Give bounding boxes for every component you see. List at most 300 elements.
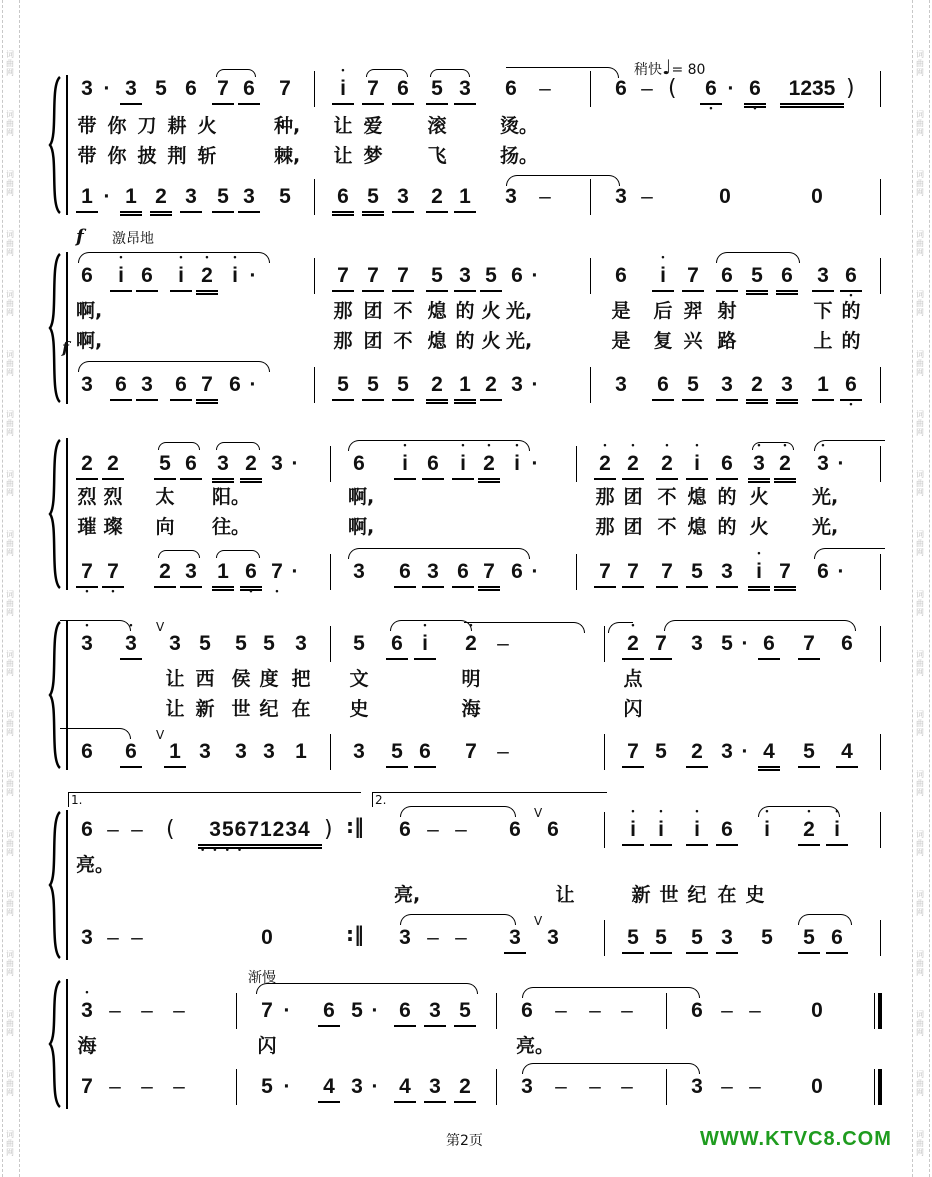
lyric: 的 — [717, 516, 737, 538]
note: 7 — [81, 1075, 93, 1098]
paren-open: ( — [668, 76, 677, 101]
lyric: 是 — [611, 330, 631, 352]
dash: – — [109, 999, 121, 1022]
dash: – — [497, 632, 509, 655]
note: 3 — [212, 450, 234, 483]
lyric: 烈 — [77, 486, 97, 508]
lyric: 明 — [461, 668, 481, 690]
watermark-text: 词 曲 网 — [6, 470, 14, 497]
note: 7 — [594, 558, 616, 588]
lyric: 种, — [274, 115, 301, 137]
lyric: 西 — [195, 668, 215, 690]
dash: – — [141, 1075, 153, 1098]
note: 3 — [263, 740, 275, 763]
note: 3 — [353, 560, 365, 583]
system-4 — [40, 610, 892, 780]
note: • 7 — [76, 558, 98, 588]
lyric: 海 — [77, 1035, 97, 1057]
slur — [158, 442, 200, 450]
note: 6 — [547, 818, 559, 841]
note: 2 — [102, 450, 124, 480]
dash: – — [173, 999, 185, 1022]
note: 3 — [454, 75, 476, 105]
watermark-text: 词 曲 网 — [916, 530, 924, 557]
watermark-text: 词 曲 网 — [6, 530, 14, 557]
lyrics-verse-2 — [40, 514, 892, 544]
note: 3 — [238, 183, 260, 213]
lyric: 爱 — [363, 115, 383, 137]
tie-arc — [522, 1063, 700, 1074]
watermark-text: 词 曲 网 — [916, 50, 924, 77]
note: 7 — [212, 75, 234, 105]
watermark-text: 词 曲 网 — [916, 650, 924, 677]
note: 3 — [199, 740, 211, 763]
barline — [330, 626, 331, 662]
note: 5 — [155, 77, 167, 100]
note: 6 — [521, 999, 533, 1022]
staff-top — [40, 806, 892, 856]
lyric: 闪 — [623, 698, 643, 720]
note: 5 — [362, 371, 384, 401]
lyric: 亮。 — [516, 1035, 555, 1057]
note: 2 — [480, 371, 502, 401]
dash: – — [131, 818, 143, 841]
note: 2 • — [196, 262, 218, 295]
note: 6 — [386, 630, 408, 660]
note: 6 — [318, 997, 340, 1027]
note: 5 — [263, 632, 275, 655]
staff-bottom — [40, 371, 892, 401]
note: · — [103, 185, 111, 208]
watermark-text: 词 曲 网 — [916, 170, 924, 197]
note: i • — [686, 450, 708, 480]
note: 7 — [682, 262, 704, 292]
dash: – — [141, 999, 153, 1022]
note: 6 — [758, 630, 780, 660]
note: 6 — [229, 373, 241, 396]
staff-top — [40, 620, 892, 660]
note: 6 — [716, 262, 738, 292]
note: 3 — [721, 740, 733, 763]
note: 6 — [817, 560, 829, 583]
barline — [330, 446, 331, 482]
tempo-marking: 稍快♩= 80 — [634, 55, 706, 79]
note: · — [291, 560, 299, 583]
note: 3 — [295, 632, 307, 655]
watermark-text: 词 曲 网 — [6, 1010, 14, 1037]
note: • 7 — [266, 558, 288, 586]
lyric: 新 — [631, 884, 651, 906]
lyric: 纪 — [687, 884, 707, 906]
watermark-text: 词 曲 网 — [916, 710, 924, 737]
note: · — [531, 452, 539, 475]
lyrics-verse-1 — [40, 1033, 892, 1063]
lyric: 让 — [165, 698, 185, 720]
lyric: 斩 — [197, 145, 217, 167]
lyric: 烈 — [103, 486, 123, 508]
watermark-text: 词 曲 网 — [6, 410, 14, 437]
note: 6 — [691, 999, 703, 1022]
watermark-text: 词 曲 网 — [6, 170, 14, 197]
note: 3 — [716, 558, 738, 588]
dash: – — [641, 185, 653, 208]
note: 5 — [351, 999, 363, 1022]
watermark-text: 词 曲 网 — [916, 230, 924, 257]
note: 7 — [622, 738, 644, 768]
lyrics-verse-2 — [40, 328, 892, 358]
note: 6 — [110, 371, 132, 401]
note: · — [837, 452, 845, 475]
note: 4 — [318, 1073, 340, 1103]
lyric: 上 — [813, 330, 833, 352]
watermark-text: 词 曲 网 — [916, 950, 924, 977]
slur — [158, 550, 200, 558]
lyric: 世 — [231, 698, 251, 720]
note: 7 — [478, 558, 500, 591]
lyric: 火 — [749, 486, 769, 508]
watermark-text: 词 曲 网 — [6, 950, 14, 977]
lyric: 在 — [717, 884, 737, 906]
note: 6 — [422, 450, 444, 480]
note: 3 — [716, 371, 738, 401]
note: 6 — [841, 632, 853, 655]
note: 3 — [424, 1073, 446, 1103]
lyric: 光, — [812, 486, 839, 508]
dash: – — [589, 1075, 601, 1098]
dash: – — [455, 926, 467, 949]
slur — [216, 550, 260, 558]
note: 3 — [120, 75, 142, 105]
note: · — [371, 1075, 379, 1098]
barline — [880, 446, 881, 482]
watermark-text: 词 曲 网 — [916, 470, 924, 497]
note: • 7 — [102, 558, 124, 588]
note: 5 — [655, 740, 667, 763]
note: 3 — [180, 183, 202, 213]
barline — [880, 920, 881, 956]
lyric: 闪 — [257, 1035, 277, 1057]
lyric: 的 — [841, 300, 861, 322]
lyric: 那 — [595, 516, 615, 538]
note: 2 — [454, 1073, 476, 1103]
dash: – — [427, 926, 439, 949]
note: • 6 — [840, 371, 862, 401]
slur — [366, 69, 408, 77]
note: 7 — [362, 262, 384, 292]
staff-bottom — [40, 914, 892, 954]
watermark-text: 词 曲 网 — [916, 770, 924, 797]
slur — [216, 69, 256, 77]
note: 6 — [394, 997, 416, 1027]
lyric: 团 — [623, 486, 643, 508]
dash: – — [641, 77, 653, 100]
note: · — [371, 999, 379, 1022]
barline — [314, 71, 315, 107]
note: 1 — [812, 371, 834, 401]
note: • 6 — [744, 75, 766, 108]
note: 3 — [353, 740, 365, 763]
final-barline — [874, 993, 882, 1029]
note: 2 • — [478, 450, 500, 483]
dash: – — [721, 1075, 733, 1098]
lyric: 的 — [841, 330, 861, 352]
note: 6 — [414, 738, 436, 768]
dash: – — [109, 1075, 121, 1098]
note: 7 — [279, 77, 291, 100]
lyric: 太 — [155, 486, 175, 508]
watermark-text: 词 曲 网 — [6, 890, 14, 917]
note: 5 — [154, 450, 176, 480]
lyric: 往。 — [212, 516, 251, 538]
lyrics-verse-1 — [40, 484, 892, 514]
note: 1 — [454, 183, 476, 213]
note: 7 — [774, 558, 796, 591]
barline — [604, 626, 605, 662]
volta-first: 1. — [68, 792, 361, 807]
note: 2 • — [622, 450, 644, 480]
note: 2 • — [460, 630, 482, 658]
lyric: 侯 — [231, 668, 251, 690]
lyrics-verse-1 — [40, 852, 892, 882]
note: 5 — [746, 262, 768, 295]
lyric: 不 — [657, 516, 677, 538]
note: 5 — [392, 371, 414, 401]
note: 3 — [716, 924, 738, 954]
note: 3 — [235, 740, 247, 763]
breath-mark: V — [534, 914, 543, 928]
watermark-text: 词 曲 网 — [6, 830, 14, 857]
lyric: 世 — [659, 884, 679, 906]
lyric: 新 — [195, 698, 215, 720]
note: 3 — [691, 1075, 703, 1098]
breath-mark: V — [156, 620, 165, 634]
dynamic-marking: f — [76, 226, 84, 247]
note: 5 — [199, 632, 211, 655]
tie-arc — [522, 987, 700, 998]
system-6 — [40, 965, 892, 1115]
dash: – — [555, 999, 567, 1022]
slur — [216, 442, 260, 450]
lyric: 向 — [155, 516, 175, 538]
lyric: 团 — [363, 300, 383, 322]
lyric: 那 — [595, 486, 615, 508]
note: 6 — [81, 818, 93, 841]
dash: – — [427, 818, 439, 841]
note: 3 — [776, 371, 798, 404]
note: 3 — [505, 185, 517, 208]
tie-arc — [400, 806, 516, 817]
note: 3 — [169, 632, 181, 655]
note: 2 — [76, 450, 98, 480]
lyric: 你 — [107, 115, 127, 137]
note: 2 — [154, 558, 176, 588]
watermark-text: 词 曲 网 — [916, 890, 924, 917]
lyric: 让 — [165, 668, 185, 690]
note: · — [837, 560, 845, 583]
lyric: 不 — [393, 330, 413, 352]
note: 5 — [761, 926, 773, 949]
note: i • — [650, 816, 672, 846]
tie-arc — [506, 175, 620, 186]
paren-close: ) — [324, 817, 333, 842]
barline — [880, 734, 881, 770]
lyric: 飞 — [427, 145, 447, 167]
breath-mark: V — [156, 728, 165, 742]
lyric: 璀 — [77, 516, 97, 538]
watermark-text: 词 曲 网 — [6, 50, 14, 77]
lyric: 啊, — [348, 486, 375, 508]
note: · — [531, 373, 539, 396]
lyric: 史 — [349, 698, 369, 720]
barline — [880, 554, 881, 590]
note: 3 — [136, 371, 158, 401]
breath-mark: V — [534, 806, 543, 820]
note: 1 — [212, 558, 234, 591]
watermark-text: 词 曲 网 — [6, 350, 14, 377]
lyric: 滚 — [427, 115, 447, 137]
note: 3 • — [76, 997, 98, 1025]
note: 2 — [150, 183, 172, 216]
note: 6 — [652, 371, 674, 401]
note: · — [727, 77, 735, 100]
note: 3 • — [120, 630, 142, 660]
watermark-text: 词 曲 网 — [916, 590, 924, 617]
lyric: 啊, — [76, 330, 103, 352]
watermark-text: 词 曲 网 — [6, 590, 14, 617]
site-logo-link[interactable]: WWW.KTVC8.COM — [700, 1128, 892, 1150]
watermark-text: 词 曲 网 — [916, 290, 924, 317]
lyric: 纪 — [259, 698, 279, 720]
note: 5 — [332, 371, 354, 401]
barline — [590, 179, 591, 215]
lyric: 在 — [291, 698, 311, 720]
lyric: 团 — [363, 330, 383, 352]
note: · — [249, 264, 257, 287]
note: 6 — [716, 816, 738, 846]
note: 6 — [394, 558, 416, 588]
lyric: 你 — [107, 145, 127, 167]
note: 6 — [81, 740, 93, 763]
staff-top — [40, 450, 892, 480]
dash: – — [749, 999, 761, 1022]
dash: – — [173, 1075, 185, 1098]
barline — [576, 446, 577, 482]
lyric: 棘, — [274, 145, 301, 167]
note: 3 — [180, 558, 202, 588]
lyric: 兴 — [683, 330, 703, 352]
note: 2 — [240, 450, 262, 483]
note: 2 • — [656, 450, 678, 480]
watermark-text: 词 曲 网 — [916, 410, 924, 437]
note: 35671234 — [198, 816, 322, 849]
staff-bottom — [40, 1073, 892, 1103]
barline — [880, 367, 881, 403]
note: 6 — [511, 264, 523, 287]
note: i • — [170, 262, 192, 292]
expression-text: 激昂地 — [112, 231, 154, 247]
note: 2 — [746, 371, 768, 404]
barline — [604, 734, 605, 770]
lyric: 烫。 — [500, 115, 539, 137]
note: i • — [110, 262, 132, 292]
note: 5 — [650, 924, 672, 954]
lyric: 度 — [259, 668, 279, 690]
barline — [666, 993, 667, 1029]
note: 3 — [615, 185, 627, 208]
note: 3 — [521, 1075, 533, 1098]
barline — [576, 554, 577, 590]
note: 2 — [426, 183, 448, 213]
note: 5 — [686, 924, 708, 954]
barline — [496, 993, 497, 1029]
note: · — [103, 77, 111, 100]
note: 6 — [332, 183, 354, 216]
note: 6 — [716, 450, 738, 480]
lyric: 光, — [506, 330, 533, 352]
barline — [330, 734, 331, 770]
note: · — [531, 560, 539, 583]
note: 0 — [719, 185, 731, 208]
staff-top — [40, 997, 892, 1027]
barline — [880, 812, 881, 848]
lyrics-verse-1 — [40, 298, 892, 328]
lyrics-verse-2 — [40, 143, 892, 173]
note: 7 — [392, 262, 414, 292]
note: 7 — [362, 75, 384, 105]
system-3 — [40, 428, 892, 598]
note: 1 — [120, 183, 142, 216]
note: 3 — [504, 924, 526, 954]
note: 0 — [811, 185, 823, 208]
note: 3 — [547, 926, 559, 949]
note: i • — [756, 816, 778, 844]
note: 7 — [465, 740, 477, 763]
lyric: 啊, — [348, 516, 375, 538]
note: 6 — [353, 452, 365, 475]
note: 2 • — [594, 450, 616, 480]
watermark-text: 词 曲 网 — [6, 110, 14, 137]
staff-top — [40, 75, 892, 105]
lyric: 不 — [657, 486, 677, 508]
watermark-text: 词 曲 网 — [916, 1010, 924, 1037]
lyric: 熄 — [427, 300, 447, 322]
note: 1 — [295, 740, 307, 763]
note: 7 — [656, 558, 678, 588]
lyric: 不 — [393, 300, 413, 322]
staff-bottom — [40, 728, 892, 768]
note: 5 — [426, 262, 448, 292]
note: 0 — [811, 999, 823, 1022]
note: 3 — [81, 926, 93, 949]
note: 3 • — [812, 450, 834, 478]
lyric: 光, — [812, 516, 839, 538]
note: · — [291, 452, 299, 475]
note: 2 • — [774, 450, 796, 483]
note: 5 — [798, 738, 820, 768]
note: 6 — [511, 560, 523, 583]
page-number: 第2页 — [446, 1133, 483, 1149]
barline — [314, 179, 315, 215]
note: i • — [414, 630, 436, 660]
lyric: 海 — [461, 698, 481, 720]
note: 6 — [615, 77, 627, 100]
note: 6 — [120, 738, 142, 768]
lyric: 路 — [717, 330, 737, 352]
lyric: 让 — [555, 884, 575, 906]
barline — [880, 71, 881, 107]
barline — [236, 1069, 237, 1105]
lyrics-verse-1 — [40, 113, 892, 143]
